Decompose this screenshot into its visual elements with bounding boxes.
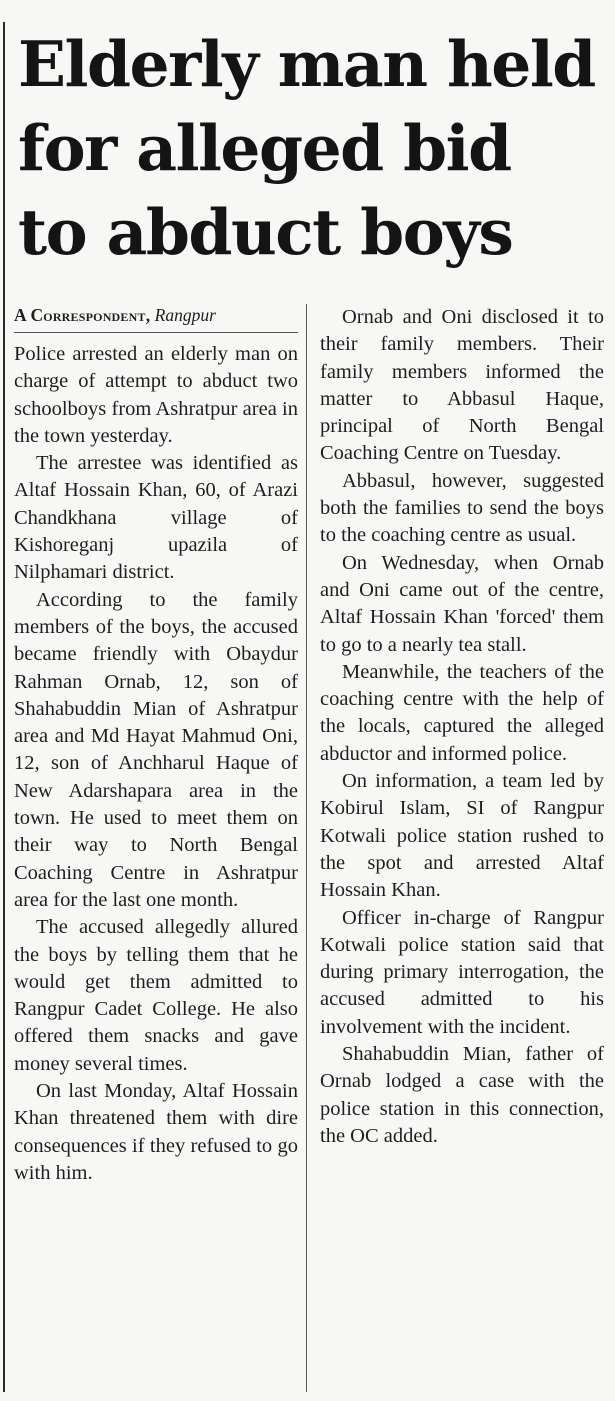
article-column-right <box>320 304 604 1150</box>
paragraph: Abbasul, however, suggested both the families to send the boys to the coaching centre as usual. <box>320 469 604 547</box>
headline-line: Elderly man held <box>18 27 595 101</box>
paragraph: On Wednesday, when Ornab and Oni came out of the centre, Altaf Hossain Khan 'forced' them to go to a nearly tea stall. <box>320 551 604 656</box>
byline-author: A Correspondent, <box>14 305 151 325</box>
paragraph: Police arrested an elderly man on charge of attempt to abduct two schoolboys from Ashratpur area in the town yesterday. <box>14 343 298 447</box>
paragraph: On information, a team led by Kobirul Islam, SI of Rangpur Kotwali police station rushed to the spot and arrested Altaf Hossain Khan. <box>320 770 604 902</box>
paragraph: Shahabuddin Mian, father of Ornab lodged a case with the police station in this connection, the OC added. <box>320 1043 604 1147</box>
paragraph: Officer in-charge of Rangpur Kotwali police station said that during primary interrogation, the accused admitted to his involvement with the incident. <box>320 906 604 1038</box>
column-divider <box>306 304 307 1392</box>
paragraph: The arrestee was identified as Altaf Hossain Khan, 60, of Arazi Chandkhana village of Kishoreganj upazila of Nilphamari district. <box>14 452 298 584</box>
paragraph: Ornab and Oni disclosed it to their family members. Their family members informed the matter to Abbasul Haque, principal of North Bengal Coaching Centre on Tuesday. <box>320 306 604 465</box>
article-column-left <box>14 304 298 1187</box>
headline-line: to abduct boys <box>18 195 513 269</box>
paragraph: Meanwhile, the teachers of the coaching centre with the help of the locals, captured the alleged abductor and informed police. <box>320 660 604 765</box>
paragraph: On last Monday, Altaf Hossain Khan threatened them with dire consequences if they refused to go with him. <box>14 1080 298 1184</box>
left-column-rule <box>3 22 5 1392</box>
paragraph: The accused allegedly allured the boys by telling them that he would get them admitted to Rangpur Cadet College. He also offered them snacks and gave money several times. <box>14 916 298 1075</box>
headline <box>18 22 608 274</box>
byline-location: Rangpur <box>154 305 216 325</box>
paragraph: According to the family members of the boys, the accused became friendly with Obaydur Rahman Ornab, 12, son of Shahabuddin Mian of Ashratpur area and Md Hayat Mahmud Oni, 12, son of Anchharul Haque of New Adarshapara area in the town. He used to meet them on their way to North Bengal Coaching Centre in Ashratpur area for the last one month. <box>14 588 298 911</box>
headline-line: for alleged bid <box>18 111 511 185</box>
byline <box>14 304 298 333</box>
